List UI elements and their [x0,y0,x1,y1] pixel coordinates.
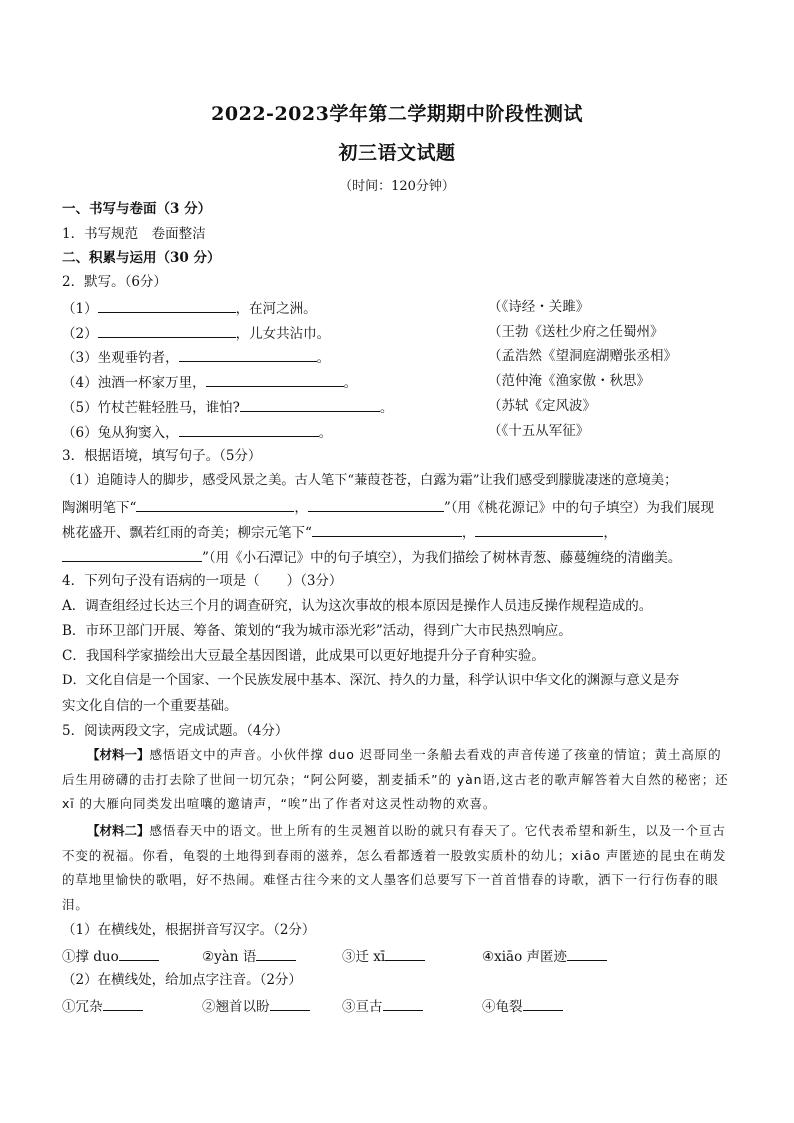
section1-item: 1．书写规范 卷面整洁 [62,226,206,242]
answer-blank[interactable] [475,522,603,537]
q2-item-2 [62,323,330,343]
q5-sub2-item-4 [482,996,563,1016]
q2-item-5 [62,397,393,417]
text-segment: 陶渊明笔下“ [62,500,137,516]
item-after: 。 [343,375,358,391]
item-label: ③亘古 [342,999,383,1015]
q4-option-d-line-1: D．文化自信是一个国家、一个民族发展中基本、深沉、持久的力量，科学认识中华文化的渊源与意义是夯 [62,673,680,688]
text-segment: ”（用《桃花源记》中的句子填空）为我们展现 [443,500,715,516]
item-before: 浊酒一杯家万里， [97,375,206,391]
item-label: ④龟裂 [482,999,523,1015]
q5-sub1: （1）在横线处，根据拼音写汉字。（2分） [62,922,316,938]
answer-blank[interactable] [119,946,159,961]
item-label: ④xiāo 声匿迹 [482,949,568,965]
item-before: 竹杖芒鞋轻胜马，谁怕? [97,400,240,416]
q5-sub2-item-1 [62,996,143,1016]
q2-source-3: （孟浩然《望洞庭湖赠张丞相》 [488,348,677,364]
q2-item-3 [62,347,330,367]
q4-stem: 4．下列句子没有语病的一项是（ ）（3分） [62,573,343,589]
answer-blank[interactable] [98,323,236,338]
q5-sub1-item-3 [342,946,425,966]
item-after: ，在河之洲。 [235,301,317,317]
item-after: 。 [316,350,331,366]
item-after: 。 [318,425,333,441]
answer-blank[interactable] [383,996,423,1011]
text-segment: 桃花盛开、飘若红雨的奇美；柳宗元笔下“ [62,525,312,541]
material-two-tag: 【材料二】 [87,823,150,838]
q5-stem: 5．阅读两段文字，完成试题。（4分） [62,723,289,739]
answer-blank[interactable] [179,422,319,437]
q2-source-4: （范仲淹《渔家傲・秋思》 [488,373,650,389]
item-label: ②翘首以盼 [202,999,270,1015]
exam-time: （时间：120分钟） [339,179,455,194]
answer-blank[interactable] [567,946,607,961]
q4-option-a: A．调查组经过长达三个月的调查研究，认为这次事故的根本原因是操作人员违反操作规程造成的。 [62,598,653,614]
q2-item-4 [62,372,357,392]
answer-blank[interactable] [270,996,310,1011]
q2-item-6 [62,422,332,442]
text-segment: ”（用《小石潭记》中的句子填空），为我们描绘了树林青葱、藤蔓缠绕的清幽美。 [202,550,682,566]
material-two [62,819,732,917]
material-one-tag: 【材料一】 [87,747,150,762]
answer-blank[interactable] [206,372,344,387]
q2-source-5: （苏轼《定风波》 [488,398,596,414]
q2-stem: 2．默写。（6分） [62,274,167,290]
item-label: ①撑 duo [62,949,119,965]
item-label: ③迁 xī [342,949,386,965]
q5-sub2-item-3 [342,996,423,1016]
exam-subtitle: 初三语文试题 [338,142,456,164]
q5-sub2-item-2 [202,996,310,1016]
text-segment: ， [294,500,308,516]
answer-blank[interactable] [62,547,202,562]
q4-option-d-line-2: 实文化自信的一个重要基础。 [62,698,238,714]
item-num: （2） [62,326,98,342]
q3-stem: 3．根据语境，填写句子。（5分） [62,448,262,464]
q3-paragraph-line-3 [62,522,617,542]
answer-blank[interactable] [385,946,425,961]
material-one [62,743,732,817]
item-before: 兔从狗窦入， [97,425,179,441]
q2-source-6: （《十五从军征》 [488,423,590,439]
answer-blank[interactable] [179,347,317,362]
q5-sub1-item-1 [62,946,159,966]
item-before: 坐观垂钓者， [97,350,179,366]
section1-heading: 一、书写与卷面（3 分） [62,201,212,217]
q2-item-1 [62,298,317,318]
q2-source-2: （王勃《送杜少府之任蜀州》 [488,324,664,340]
q3-paragraph-line-4 [62,547,681,567]
answer-blank[interactable] [523,996,563,1011]
material-two-text: 感悟春天中的语文。世上所有的生灵翘首以盼的就只有春天了。它代表希望和新生，以及一个亘古不变的祝福。你看，龟裂的土地得到春雨的滋养，怎么看都透着一股敦实质朴的幼儿；xiāo 声匿迹的昆虫在萌发的草地里愉快的歌唱，好不热闹。难怪古往今来的文人墨客们总要写下一首首惜春的诗歌，洒下一行行伤春的眼泪。 [62,823,727,912]
item-num: （4） [62,375,98,391]
item-label: ②yàn 语 [202,949,257,965]
q4-option-b: B．市环卫部门开展、筹备、策划的“我为城市添光彩”活动，得到广大市民热烈响应。 [62,623,572,639]
item-num: （5） [62,400,98,416]
item-label: ①冗杂 [62,999,103,1015]
q5-sub1-item-4 [482,946,607,966]
answer-blank[interactable] [312,522,462,537]
q5-sub2: （2）在横线处，给加点字注音。（2分） [62,972,302,988]
q3-paragraph-line-2 [62,497,714,517]
q3-paragraph-line-1: （1）追随诗人的脚步，感受风景之美。古人笔下“蒹葭苍苍，白露为霜”让我们感受到朦胧凄迷的意境美； [62,473,678,488]
q5-sub1-item-2 [202,946,296,966]
answer-blank[interactable] [103,996,143,1011]
text-segment: ， [461,525,476,541]
answer-blank[interactable] [240,397,380,412]
item-after: 。 [379,400,394,416]
exam-title: 2022-2023学年第二学期期中阶段性测试 [211,103,583,125]
material-one-text: 感悟语文中的声音。小伙伴撑 duo 迟哥同坐一条船去看戏的声音传递了孩童的情谊；黄土高原的后生用磅礴的击打去除了世间一切冗杂；“阿公阿婆，割麦插禾”的 yàn语,这古老的歌声解答着大自然的秘密；还 xī 的大雁向同类发出喧嚷的邀请声，“唉”出了作者对这灵性动物的欢喜。 [62,747,729,812]
text-segment: ， [603,525,617,541]
answer-blank[interactable] [98,298,236,313]
item-after: ，儿女共沾巾。 [235,326,331,342]
item-num: （1） [62,301,98,317]
answer-blank[interactable] [136,497,294,512]
answer-blank[interactable] [256,946,296,961]
item-num: （6） [62,425,98,441]
item-num: （3） [62,350,98,366]
q2-source-1: （《诗经・关雎》 [488,299,590,315]
answer-blank[interactable] [308,497,444,512]
q4-option-c: C．我国科学家描绘出大豆最全基因图谱，此成果可以更好地提升分子育种实验。 [62,648,545,664]
section2-heading: 二、积累与运用（30 分） [62,250,221,266]
